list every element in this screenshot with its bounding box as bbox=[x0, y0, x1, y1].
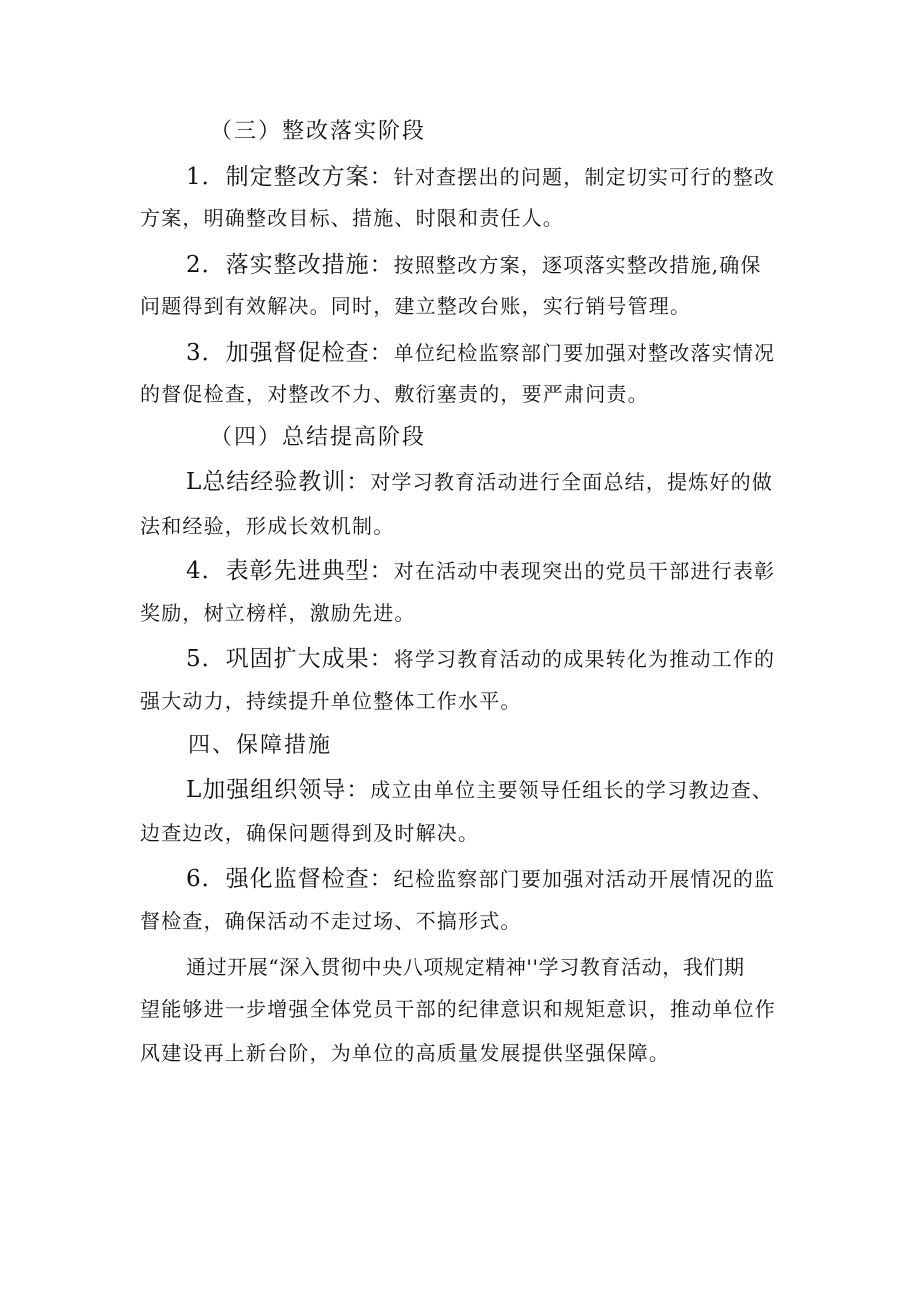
item-5-text: 对在活动中表现突出的党员干部进行表彰 bbox=[393, 559, 776, 583]
item-8-continuation: 督检查，确保活动不走过场、不搞形式。 bbox=[140, 909, 522, 933]
item-4-continuation: 法和经验，形成长效机制。 bbox=[140, 514, 395, 538]
item-2-continuation: 问题得到有效解决。同时，建立整改台账，实行销号管理。 bbox=[140, 294, 692, 318]
item-5-continuation: 奖励，树立榜样，激励先进。 bbox=[140, 601, 416, 625]
item-2-title: 2．落实整改措施： bbox=[186, 252, 394, 278]
section-heading-4: （四）总结提高阶段 bbox=[210, 425, 427, 450]
item-7-text: 成立由单位主要领导任组长的学习教边查、 bbox=[370, 778, 774, 802]
item-8-title: 6．强化监督检查： bbox=[186, 866, 394, 892]
item-2-text: 按照整改方案，逐项落实整改措施,确保 bbox=[393, 253, 762, 277]
section-heading-guarantee: 四、保障措施 bbox=[188, 733, 333, 758]
item-3-first-line bbox=[186, 338, 831, 369]
item-7-title: L加强组织领导： bbox=[186, 777, 371, 803]
item-8-text: 纪检监察部门要加强对活动开展情况的监 bbox=[393, 867, 776, 891]
item-7-continuation: 边查边改，确保问题得到及时解决。 bbox=[140, 821, 480, 845]
item-7-first-line bbox=[186, 775, 831, 806]
item-4-title: L总结经验教训： bbox=[186, 469, 371, 495]
item-6-text: 将学习教育活动的成果转化为推动工作的 bbox=[393, 647, 776, 671]
item-4-text: 对学习教育活动进行全面总结，提炼好的做 bbox=[370, 470, 774, 494]
item-5-title: 4．表彰先进典型： bbox=[186, 558, 394, 584]
closing-line-2: 望能够进一步增强全体党员干部的纪律意识和规矩意识，推动单位作 bbox=[140, 997, 776, 1021]
item-2-first-line bbox=[186, 250, 831, 281]
closing-line-1: 通过开展“深入贯彻中央八项规定精神''学习教育活动，我们期 bbox=[186, 955, 745, 979]
item-1-title: 1．制定整改方案： bbox=[186, 164, 394, 190]
closing-line-3: 风建设再上新台阶，为单位的高质量发展提供坚强保障。 bbox=[140, 1041, 670, 1065]
item-3-continuation: 的督促检查，对整改不力、敷衍塞责的，要严肃问责。 bbox=[140, 382, 649, 406]
item-3-text: 单位纪检监察部门要加强对整改落实情况 bbox=[393, 341, 776, 365]
item-6-continuation: 强大动力，持续提升单位整体工作水平。 bbox=[140, 689, 522, 713]
item-5-first-line bbox=[186, 556, 831, 587]
item-1-text: 针对查摆出的问题，制定切实可行的整改 bbox=[393, 165, 776, 189]
item-6-title: 5．巩固扩大成果： bbox=[186, 646, 394, 672]
item-3-title: 3．加强督促检查： bbox=[186, 340, 394, 366]
item-6-first-line bbox=[186, 644, 831, 675]
section-heading-3: （三）整改落实阶段 bbox=[210, 119, 427, 144]
item-1-continuation: 方案，明确整改目标、措施、时限和责任人。 bbox=[140, 206, 564, 230]
item-4-first-line bbox=[186, 467, 831, 498]
item-8-first-line bbox=[186, 864, 831, 895]
item-1-first-line bbox=[186, 162, 831, 193]
